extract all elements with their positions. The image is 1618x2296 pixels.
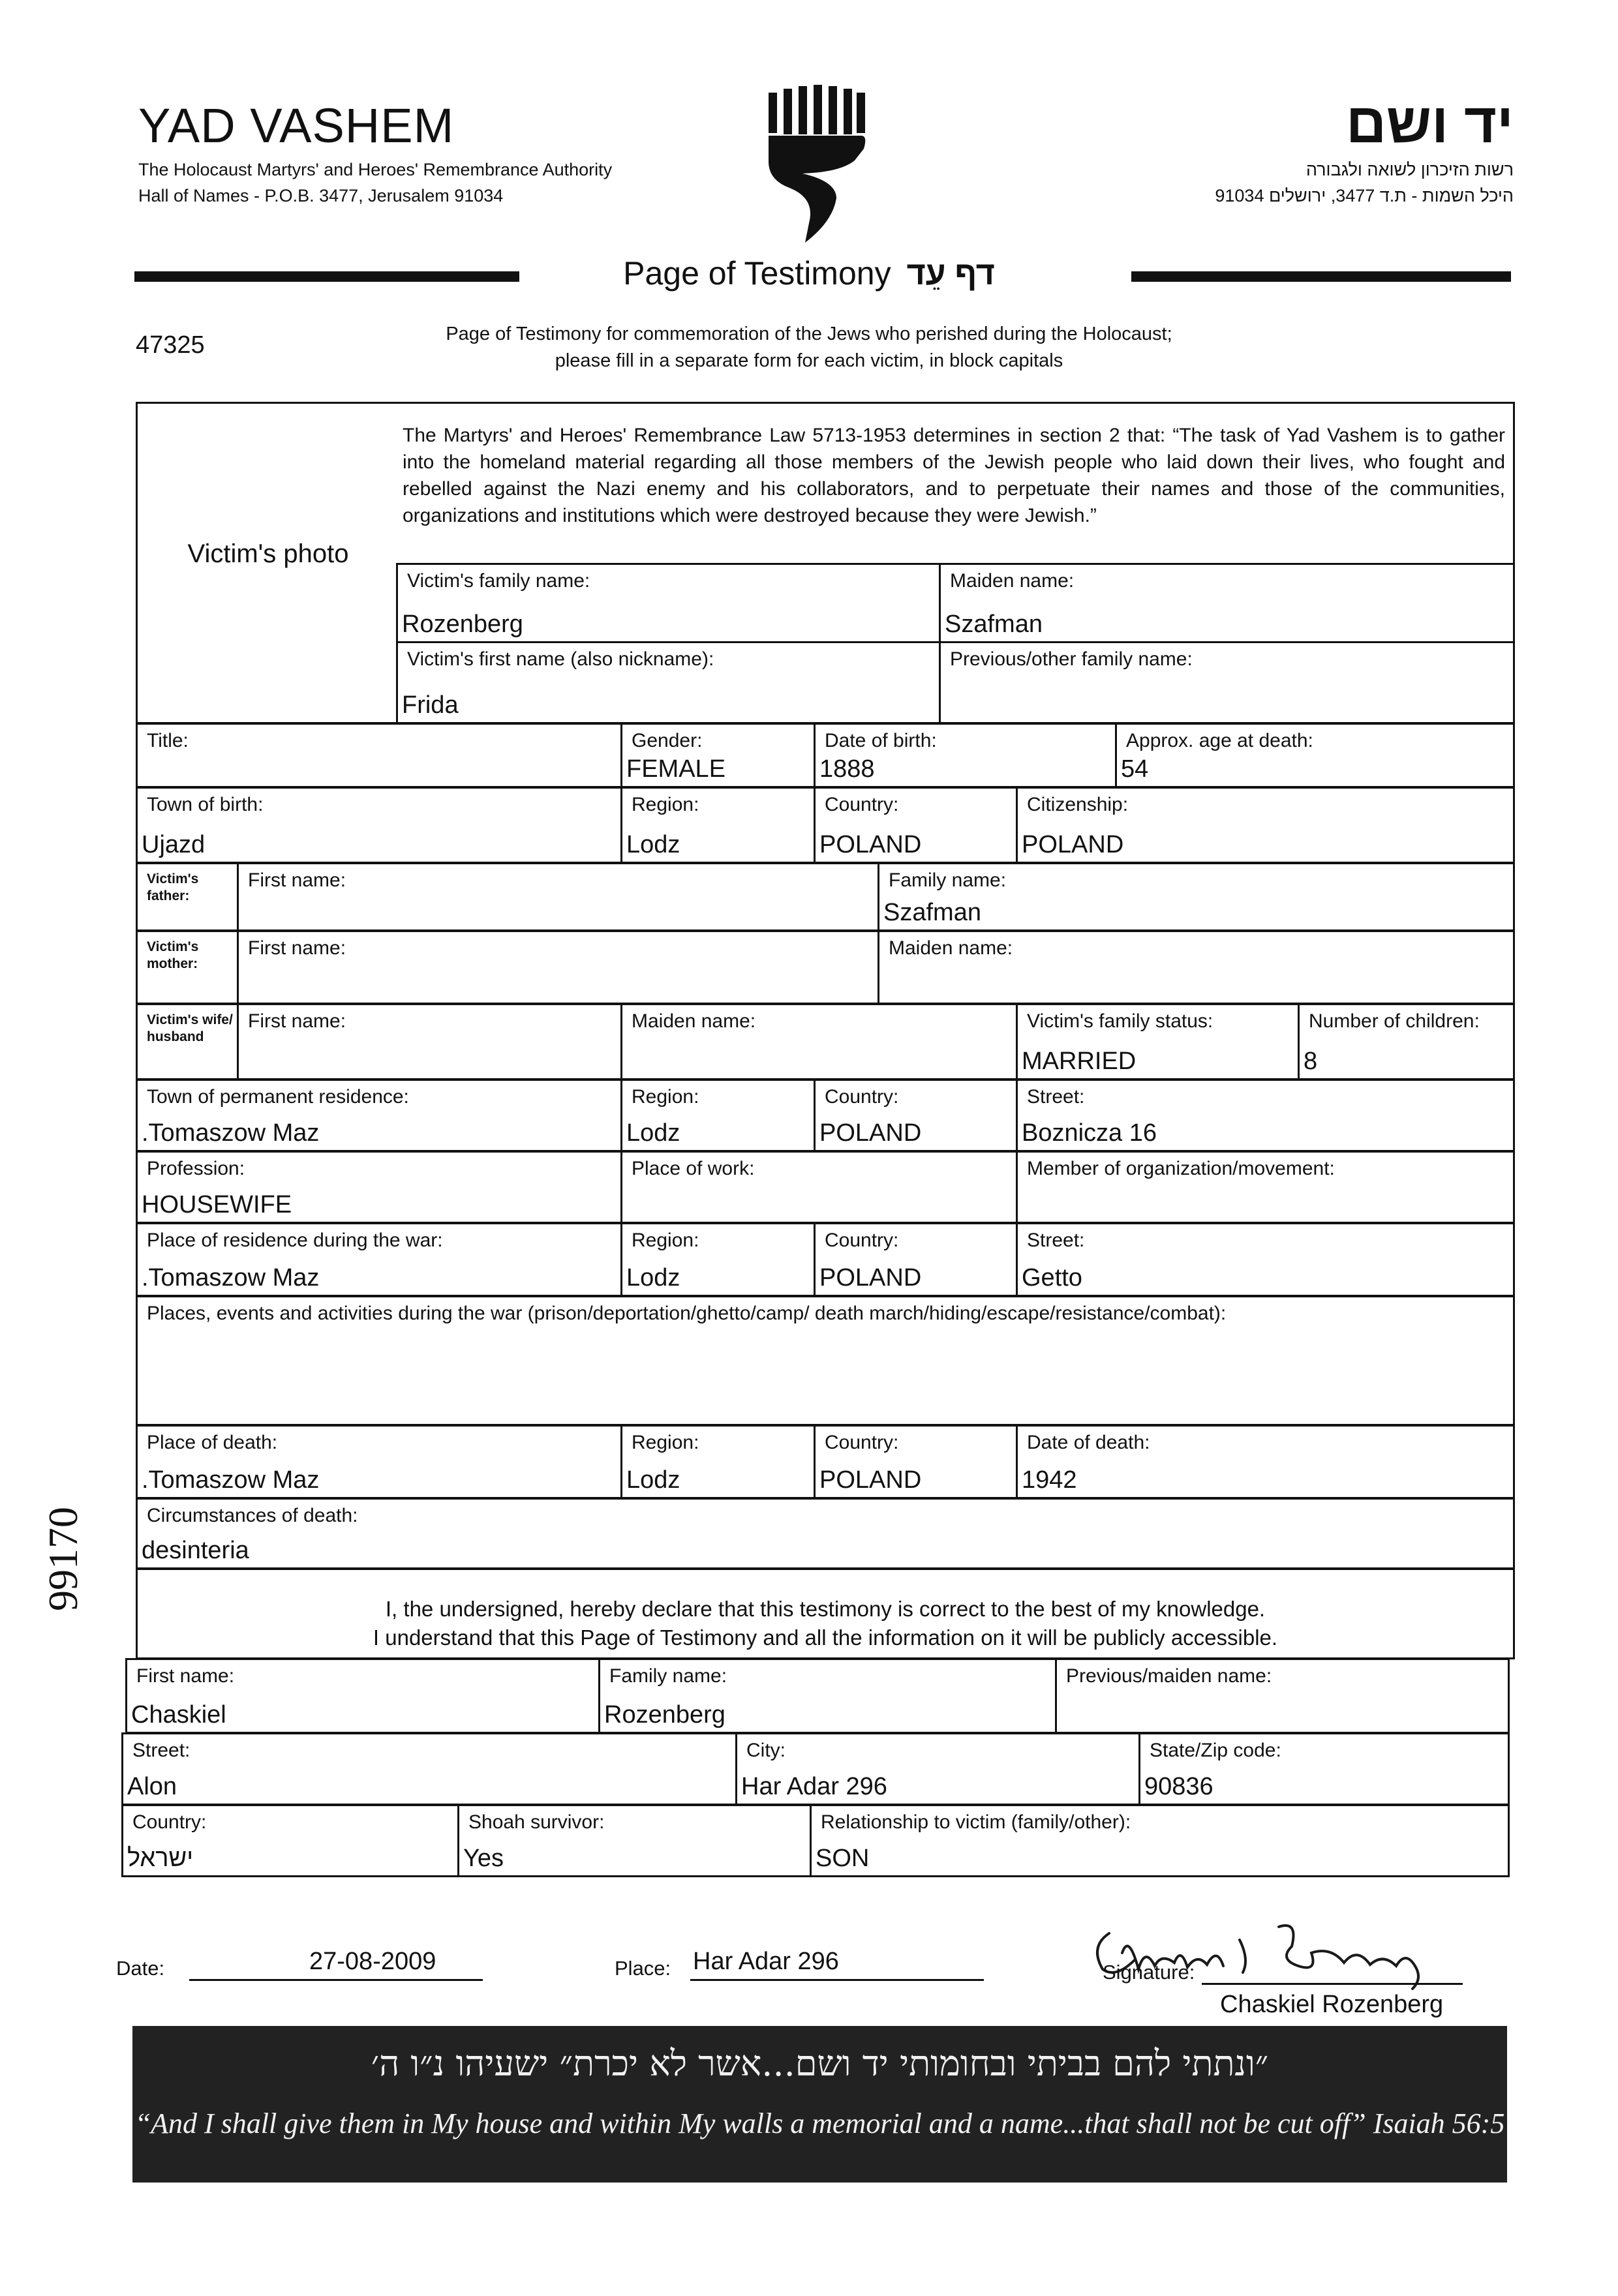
war-street-field[interactable] — [1016, 1224, 1513, 1295]
war-region-value: Lodz — [626, 1264, 680, 1292]
victim-previous-name-label: Previous/other family name: — [950, 648, 1193, 670]
profession-label: Profession: — [147, 1158, 245, 1179]
spouse-maiden-name-field[interactable] — [620, 1005, 1016, 1078]
quote-hebrew: ״ונתתי להם בביתי ובחומותי יד ושם...אשר לא יכרת״ ישעיהו נ״ו ה׳ — [371, 2043, 1269, 2084]
submitter-relation-row — [121, 1804, 1510, 1877]
war-street-label: Street: — [1027, 1230, 1085, 1251]
victim-family-name-label: Victim's family name: — [407, 570, 590, 592]
residence-street-value: Boznicza 16 — [1022, 1119, 1157, 1147]
residence-region-value: Lodz — [626, 1119, 680, 1147]
spouse-first-name-label: First name: — [248, 1010, 346, 1032]
mother-first-name-label: First name: — [248, 937, 346, 959]
victim-first-name-value: Frida — [402, 691, 459, 719]
death-country-value: POLAND — [819, 1466, 922, 1494]
age-value: 54 — [1121, 755, 1149, 783]
death-circumstances-label: Circumstances of death: — [147, 1505, 358, 1526]
submitter-first-name-value: Chaskiel — [131, 1701, 226, 1729]
death-country-field[interactable] — [814, 1427, 1016, 1497]
mother-row — [136, 930, 1515, 1004]
family-status-value: MARRIED — [1022, 1048, 1137, 1075]
submitter-previous-name-label: Previous/maiden name: — [1066, 1665, 1272, 1687]
town-of-birth-value: Ujazd — [142, 831, 206, 858]
submitter-country-label: Country: — [132, 1811, 207, 1833]
father-family-name-field[interactable] — [878, 864, 1513, 929]
dob-value: 1888 — [819, 755, 875, 783]
war-country-label: Country: — [825, 1230, 899, 1251]
family-status-field[interactable] — [1016, 1005, 1298, 1078]
place-of-work-field[interactable] — [620, 1153, 1016, 1222]
birth-country-label: Country: — [825, 794, 899, 815]
org-subtitle-he-line1: רשות הזיכרון לשואה ולגבורה — [1305, 160, 1514, 179]
war-events-label: Places, events and activities during the war (prison/deportation/ghetto/camp/ death march/hiding/escape/resistance/combat): — [147, 1303, 1227, 1324]
submitter-street-label: Street: — [132, 1740, 191, 1761]
war-region-label: Region: — [632, 1230, 699, 1251]
residence-town-value: .Tomaszow Maz — [142, 1119, 320, 1147]
submitter-city-label: City: — [746, 1740, 786, 1761]
death-country-label: Country: — [825, 1432, 899, 1453]
page-title-he: דף עֵד — [906, 255, 995, 292]
death-circumstances-field[interactable] — [136, 1498, 1515, 1569]
victim-photo-label: Victim's photo — [187, 539, 349, 568]
title-field[interactable] — [138, 725, 620, 786]
gender-value: FEMALE — [626, 755, 726, 783]
age-label: Approx. age at death: — [1126, 730, 1313, 751]
page-title-en: Page of Testimony — [623, 255, 891, 292]
relationship-label: Relationship to victim (family/other): — [821, 1811, 1131, 1833]
relationship-field[interactable] — [810, 1806, 1508, 1875]
place-value: Har Adar 296 — [693, 1948, 839, 1975]
death-date-field[interactable] — [1016, 1427, 1513, 1497]
org-subtitle-he — [1215, 157, 1514, 209]
org-subtitle-he-line2: היכל השמות - ת.ד 3477, ירושלים 91034 — [1215, 186, 1514, 205]
signer-name: Chaskiel Rozenberg — [1220, 1991, 1444, 2018]
signature-label: Signature: — [1103, 1961, 1195, 1984]
title-label: Title: — [147, 730, 189, 751]
member-organization-label: Member of organization/movement: — [1027, 1158, 1335, 1179]
victim-first-name-field[interactable] — [396, 641, 939, 722]
date-value: 27-08-2009 — [309, 1948, 436, 1975]
victim-maiden-name-label: Maiden name: — [950, 570, 1075, 592]
profession-field[interactable] — [138, 1153, 620, 1222]
death-place-field[interactable] — [138, 1427, 620, 1497]
birth-region-label: Region: — [632, 794, 699, 815]
father-row-label — [138, 864, 237, 929]
intro-line-2: please fill in a separate form for each victim, in block capitals — [555, 350, 1063, 371]
relationship-value: SON — [816, 1845, 870, 1872]
residence-street-label: Street: — [1027, 1086, 1085, 1108]
victim-identity-section — [136, 402, 1515, 724]
submitter-zip-value: 90836 — [1144, 1773, 1214, 1800]
war-street-value: Getto — [1022, 1264, 1082, 1292]
children-label: Number of children: — [1309, 1010, 1480, 1032]
residence-street-field[interactable] — [1016, 1081, 1513, 1150]
victim-family-name-field[interactable] — [396, 563, 939, 641]
org-subtitle-en-line2: Hall of Names - P.O.B. 3477, Jerusalem 91034 — [138, 186, 504, 205]
submitter-name-row — [125, 1658, 1510, 1734]
declaration-line-2: I understand that this Page of Testimony and all the information on it will be publicly accessible. — [373, 1625, 1278, 1650]
spouse-maiden-name-label: Maiden name: — [632, 1010, 756, 1032]
victim-previous-name-field[interactable] — [939, 641, 1513, 722]
declaration-text — [138, 1595, 1513, 1652]
father-label: Victim's father: — [147, 871, 199, 903]
isaiah-quote-banner — [132, 2026, 1507, 2183]
mother-row-label — [138, 932, 237, 1003]
profession-value: HOUSEWIFE — [142, 1191, 292, 1218]
father-first-name-label: First name: — [248, 869, 346, 891]
submitter-country-value: ישראל — [127, 1845, 194, 1872]
place-label: Place: — [615, 1957, 671, 1980]
mother-maiden-name-field[interactable] — [878, 932, 1513, 1003]
residence-row — [136, 1079, 1515, 1152]
citizenship-field[interactable] — [1016, 789, 1513, 862]
gender-label: Gender: — [632, 730, 703, 751]
org-subtitle-en-line1: The Holocaust Martyrs' and Heroes' Remembrance Authority — [138, 160, 613, 179]
submitter-street-value: Alon — [127, 1773, 177, 1800]
submitter-country-field[interactable] — [123, 1806, 457, 1875]
date-label: Date: — [116, 1957, 165, 1980]
submitter-street-field[interactable] — [123, 1734, 735, 1804]
submitter-address-row — [121, 1732, 1510, 1805]
war-residence-label: Place of residence during the war: — [147, 1230, 443, 1251]
death-date-label: Date of death: — [1027, 1432, 1150, 1453]
declaration-line-1: I, the undersigned, hereby declare that this testimony is correct to the best of my knowledge. — [385, 1597, 1266, 1621]
intro-line-1: Page of Testimony for commemoration of the Jews who perished during the Holocaust; — [446, 324, 1172, 344]
war-country-field[interactable] — [814, 1224, 1016, 1295]
mother-maiden-name-label: Maiden name: — [889, 937, 1013, 959]
birth-region-field[interactable] — [620, 789, 814, 862]
mother-label: Victim's mother: — [147, 939, 199, 971]
victim-maiden-name-value: Szafman — [945, 611, 1043, 638]
submitter-family-name-value: Rozenberg — [604, 1701, 725, 1729]
residence-country-label: Country: — [825, 1086, 899, 1108]
declaration-box — [136, 1568, 1515, 1659]
quote-english: “And I shall give them in My house and within My walls a memorial and a name...that shall not be cut off” Isaiah 56:5 — [134, 2107, 1505, 2139]
family-status-label: Victim's family status: — [1027, 1010, 1214, 1032]
org-name-en: YAD VASHEM — [138, 98, 455, 153]
war-residence-row — [136, 1222, 1515, 1297]
citizenship-label: Citizenship: — [1027, 794, 1129, 815]
shoah-survivor-field[interactable] — [457, 1806, 810, 1875]
submitter-first-name-field[interactable] — [127, 1660, 598, 1732]
date-underline — [189, 1979, 483, 1981]
submitter-city-value: Har Adar 296 — [741, 1773, 887, 1800]
profession-row — [136, 1151, 1515, 1224]
death-region-value: Lodz — [626, 1466, 680, 1494]
war-events-field[interactable] — [136, 1295, 1515, 1426]
gender-field[interactable] — [620, 725, 814, 786]
death-region-label: Region: — [632, 1432, 699, 1453]
citizenship-value: POLAND — [1022, 831, 1124, 858]
law-text: The Martyrs' and Heroes' Remembrance Law 5713-1953 determines in section 2 that: “The task of Yad Vashem is to gather into the homeland material regarding all those members of the Jewish people who laid down their lives, who fought and rebelled against the Nazi enemy and his collaborators, and to perpetuate their names and those of the communities, organizations and institutions which were destroyed because they were Jewish.” — [403, 425, 1505, 526]
children-field[interactable] — [1298, 1005, 1513, 1078]
submitter-first-name-label: First name: — [136, 1665, 235, 1687]
death-date-value: 1942 — [1022, 1466, 1077, 1494]
war-residence-value: .Tomaszow Maz — [142, 1264, 320, 1292]
age-field[interactable] — [1115, 725, 1513, 786]
war-region-field[interactable] — [620, 1224, 814, 1295]
reference-number: 47325 — [136, 331, 205, 359]
death-place-label: Place of death: — [147, 1432, 278, 1453]
father-first-name-field[interactable] — [237, 864, 878, 929]
victim-first-name-label: Victim's first name (also nickname): — [407, 648, 714, 670]
shoah-survivor-value: Yes — [463, 1845, 504, 1872]
place-of-work-label: Place of work: — [632, 1158, 755, 1179]
father-family-name-label: Family name: — [889, 869, 1007, 891]
town-of-birth-field[interactable] — [138, 789, 620, 862]
place-underline — [690, 1979, 984, 1981]
spouse-row — [136, 1003, 1515, 1080]
dob-field[interactable] — [814, 725, 1115, 786]
victim-basic-row — [136, 723, 1515, 788]
spouse-first-name-field[interactable] — [237, 1005, 620, 1078]
margin-stamp-number: 99170 — [40, 1507, 86, 1611]
father-row — [136, 862, 1515, 931]
page-title — [0, 254, 1618, 292]
shoah-survivor-label: Shoah survivor: — [468, 1811, 605, 1833]
member-organization-field[interactable] — [1016, 1153, 1513, 1222]
war-residence-field[interactable] — [138, 1224, 620, 1295]
death-circumstances-value: desinteria — [142, 1537, 249, 1564]
mother-first-name-field[interactable] — [237, 932, 878, 1003]
submitter-family-name-field[interactable] — [598, 1660, 1055, 1732]
residence-country-value: POLAND — [819, 1119, 922, 1147]
war-country-value: POLAND — [819, 1264, 922, 1292]
birth-country-value: POLAND — [819, 831, 922, 858]
victim-maiden-name-field[interactable] — [939, 563, 1513, 641]
residence-town-field[interactable] — [138, 1081, 620, 1150]
town-of-birth-label: Town of birth: — [147, 794, 264, 815]
birth-country-field[interactable] — [814, 789, 1016, 862]
residence-region-label: Region: — [632, 1086, 699, 1108]
intro-text — [365, 321, 1253, 374]
dob-label: Date of birth: — [825, 730, 937, 751]
death-row — [136, 1425, 1515, 1499]
residence-town-label: Town of permanent residence: — [147, 1086, 409, 1108]
signature-underline — [1202, 1983, 1463, 1985]
submitter-previous-name-field[interactable] — [1055, 1660, 1508, 1732]
birth-row — [136, 787, 1515, 864]
submitter-family-name-label: Family name: — [609, 1665, 727, 1687]
spouse-label: Victim's wife/ husband — [147, 1012, 233, 1044]
submitter-zip-field[interactable] — [1138, 1734, 1508, 1804]
submitter-city-field[interactable] — [735, 1734, 1138, 1804]
victim-family-name-value: Rozenberg — [402, 611, 523, 638]
submitter-zip-label: State/Zip code: — [1150, 1740, 1281, 1761]
death-region-field[interactable] — [620, 1427, 814, 1497]
org-subtitle-en — [138, 157, 612, 209]
residence-region-field[interactable] — [620, 1081, 814, 1150]
spouse-row-label — [138, 1005, 237, 1078]
birth-region-value: Lodz — [626, 831, 680, 858]
death-place-value: .Tomaszow Maz — [142, 1466, 320, 1494]
residence-country-field[interactable] — [814, 1081, 1016, 1150]
yad-vashem-logo-icon — [763, 83, 868, 247]
father-family-name-value: Szafman — [883, 899, 981, 926]
children-value: 8 — [1304, 1048, 1318, 1075]
org-name-he: יד ושם — [1345, 92, 1514, 155]
